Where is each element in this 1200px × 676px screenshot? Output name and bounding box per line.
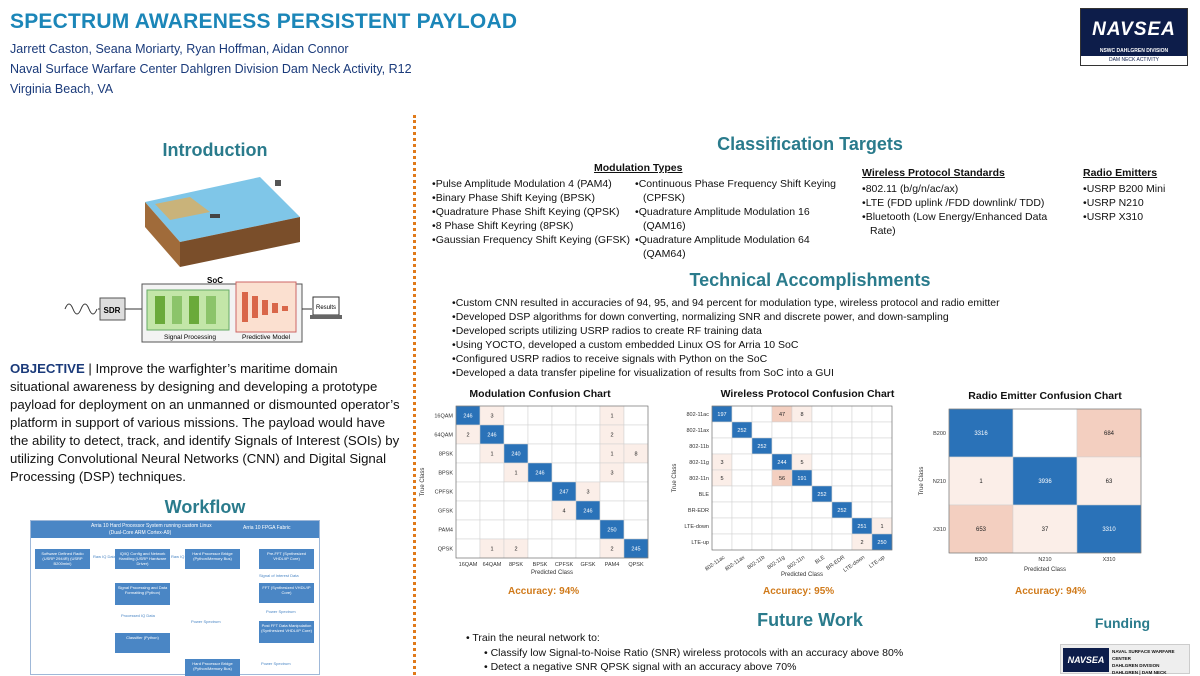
cell-value: 2 — [610, 546, 614, 553]
funding-line: DAHLGREN | DAM NECK — [1112, 670, 1167, 675]
matrix-cell — [480, 463, 504, 482]
soc-label: SoC — [207, 276, 223, 285]
col-tick-label: QPSK — [628, 562, 644, 568]
col-tick-label: 802-11ax — [724, 554, 747, 573]
predictive-model-label: Predictive Model — [242, 334, 291, 341]
row-tick-label: 802-11n — [689, 476, 709, 482]
radio-confusion-chart — [915, 405, 1155, 577]
workflow-box: Pre-FFT (Synthesized VHDL/IP Core) — [259, 549, 314, 569]
modulation-confusion-chart — [418, 402, 650, 580]
matrix-cell — [812, 470, 832, 486]
row-tick-label: B200 — [933, 431, 946, 437]
matrix-cell — [772, 518, 792, 534]
cell-value: 246 — [583, 508, 593, 515]
cell-value: 37 — [1041, 527, 1049, 533]
cell-value: 246 — [487, 432, 497, 439]
matrix-cell — [832, 422, 852, 438]
cell-value: 1 — [979, 479, 983, 485]
col-tick-label: 802-11b — [746, 554, 767, 571]
col-tick-label: 16QAM — [458, 562, 478, 568]
matrix-cell — [832, 470, 852, 486]
matrix-cell — [712, 502, 732, 518]
cell-value: 2 — [514, 546, 518, 553]
row-tick-label: 802-11ac — [686, 412, 709, 418]
matrix-cell — [624, 520, 648, 539]
workflow-label: Raw IQ Data — [171, 554, 194, 559]
matrix-cell — [732, 518, 752, 534]
cell-value: 252 — [817, 491, 827, 498]
cell-value: 56 — [778, 475, 786, 482]
workflow-label: Signal of Interest Data — [259, 573, 299, 578]
cell-value: 1 — [610, 413, 614, 420]
modulation-item: • Pulse Amplitude Modulation 4 (PAM4) — [432, 177, 632, 191]
future-item: • Classify low Signal-to-Noise Ratio (SNR) wireless protocols with an accuracy above 80% — [484, 646, 904, 659]
objective-text: | Improve the warfighter’s maritime domain situational awareness by designing and developing a prototype payload for deployment on an unmanned or dismounted operator’s platform in support of various missions. The payload would have the ability to detect, track, and identify Signals of Interest (SOIs) by utilizing Convolutional Neural Networks (CNN) and Digital Signal Processing (DSP) techniques. — [10, 361, 400, 484]
classification-heading: Classification Targets — [717, 134, 903, 154]
matrix-cell — [812, 502, 832, 518]
matrix-cell — [872, 454, 892, 470]
sdr-label: SDR — [103, 306, 121, 315]
matrix-cell — [712, 422, 732, 438]
matrix-cell — [772, 486, 792, 502]
col-tick-label: 64QAM — [482, 562, 502, 568]
matrix-cell — [772, 422, 792, 438]
matrix-cell — [772, 534, 792, 550]
workflow-label: Power Spectrum — [261, 661, 291, 666]
modulation-list-right — [635, 177, 845, 261]
workflow-box: Hard Processor Bridge (Python/Memory Bus) — [185, 549, 240, 569]
matrix-cell — [732, 470, 752, 486]
matrix-cell — [752, 470, 772, 486]
matrix-cell — [528, 406, 552, 425]
technical-item: • Developed scripts utilizing USRP radios to create RF training data — [452, 324, 1172, 338]
matrix-cell — [600, 501, 624, 520]
row-tick-label: GFSK — [438, 508, 453, 515]
workflow-box: Post FFT Data Manipulation (Synthesized VHDL/IP Core) — [259, 621, 314, 643]
workflow-header-right: Arria 10 FPGA Fabric — [243, 525, 291, 531]
cell-value: 684 — [1103, 431, 1115, 437]
cell-value: 1 — [490, 546, 494, 553]
matrix-cell — [504, 520, 528, 539]
cell-value: 245 — [631, 546, 641, 553]
radio-list — [1083, 182, 1193, 224]
radio-item: • USRP N210 — [1083, 196, 1193, 210]
matrix-cell — [480, 501, 504, 520]
future-items — [466, 646, 903, 675]
funding-heading: Funding — [1094, 615, 1151, 631]
row-tick-label: 802-11b — [689, 444, 709, 450]
modulation-item: • 8 Phase Shift Keyring (8PSK) — [432, 219, 632, 233]
col-tick-label: GFSK — [580, 562, 596, 568]
row-tick-label: 64QAM — [434, 432, 453, 439]
matrix-cell — [852, 470, 872, 486]
matrix-cell — [832, 406, 852, 422]
modulation-list-left — [432, 177, 632, 247]
wireless-list — [862, 182, 1067, 238]
cell-value: 252 — [837, 507, 847, 514]
matrix-cell — [712, 534, 732, 550]
matrix-cell — [832, 534, 852, 550]
workflow-header-left2: (Dual-Core ARM Cortex-A9) — [109, 530, 172, 536]
workflow-label: Raw IQ Data — [93, 554, 116, 559]
matrix-cell — [552, 406, 576, 425]
matrix-cell — [812, 454, 832, 470]
matrix-cell — [528, 539, 552, 558]
col-tick-label: LTE-up — [868, 554, 887, 570]
row-tick-label: N210 — [932, 479, 946, 485]
matrix-cell — [872, 406, 892, 422]
cell-value: 2 — [610, 432, 614, 439]
matrix-cell — [456, 482, 480, 501]
workflow-box: FFT (Synthesized VHDL/IP Core) — [259, 583, 314, 603]
matrix-cell — [792, 422, 812, 438]
wireless-item: • 802.11 (b/g/n/ac/ax) — [862, 182, 1067, 196]
funding-lines — [1112, 648, 1189, 676]
matrix-cell — [712, 486, 732, 502]
location: Virginia Beach, VA — [10, 82, 114, 96]
col-tick-label: BLE — [814, 554, 827, 566]
matrix-cell — [752, 486, 772, 502]
poster-title: SPECTRUM AWARENESS PERSISTENT PAYLOAD — [10, 10, 518, 33]
cell-value: 244 — [777, 459, 787, 466]
workflow-box: Software Defined Radio (USRP 2944R) (USRP B200mini) — [35, 549, 90, 569]
matrix-cell — [772, 438, 792, 454]
matrix-cell — [504, 482, 528, 501]
matrix-cell — [504, 406, 528, 425]
cell-value: 1 — [514, 470, 518, 477]
col-tick-label: BPSK — [532, 562, 548, 568]
matrix-cell — [812, 518, 832, 534]
cell-value: 47 — [778, 411, 786, 418]
col-tick-label: 802-11g — [766, 554, 787, 571]
technical-item: • Developed a data transfer pipeline for visualization of results from SoC into a GUI — [452, 366, 1172, 380]
workflow-box: IQ/IQ Config and Network Handling (USRP Hardware Driver) — [115, 549, 170, 569]
funding-logo — [1060, 644, 1190, 674]
matrix-cell — [576, 425, 600, 444]
matrix-cell — [812, 422, 832, 438]
matrix-cell — [792, 502, 812, 518]
cell-value: 3 — [490, 413, 494, 420]
technical-item: • Developed DSP algorithms for down converting, normalizing SNR and discrete power, and down-sampling — [452, 310, 1172, 324]
matrix-cell — [528, 520, 552, 539]
workflow-box: Hard Processor Bridge (Python/Memory Bus) — [185, 659, 240, 676]
affiliation: Naval Surface Warfare Center Dahlgren Division Dam Neck Activity, R12 — [10, 62, 412, 76]
col-tick-label: 8PSK — [508, 562, 524, 568]
matrix-cell — [732, 406, 752, 422]
chart2-accuracy: Accuracy: 95% — [763, 586, 835, 597]
cell-value: 1 — [490, 451, 494, 458]
objective-label: OBJECTIVE — [10, 361, 85, 376]
modulation-title: Modulation Types — [594, 162, 683, 174]
matrix-cell — [832, 518, 852, 534]
col-tick-label: BR-EDR — [825, 554, 847, 572]
wireless-item: • Bluetooth (Low Energy/Enhanced Data Rate) — [862, 210, 1067, 238]
row-tick-label: CPFSK — [434, 489, 453, 496]
matrix-cell — [712, 518, 732, 534]
matrix-cell — [752, 422, 772, 438]
cell-value: 653 — [975, 527, 987, 533]
column-divider — [413, 115, 416, 675]
cell-value: 8 — [800, 411, 804, 418]
workflow-header-left: Arria 10 Hard Processor System running custom Linux — [91, 523, 212, 529]
cell-value: 3316 — [974, 431, 988, 437]
matrix-cell — [832, 438, 852, 454]
row-tick-label: LTE-down — [684, 524, 709, 530]
ocean-scene-image — [145, 177, 300, 267]
workflow-box: Classifier (Python) — [115, 633, 170, 653]
matrix-cell — [456, 539, 480, 558]
technical-item: • Custom CNN resulted in accuracies of 94, 95, and 94 percent for modulation type, wireless protocol and radio emitter — [452, 296, 1172, 310]
x-axis-label: Predicted Class — [530, 570, 574, 576]
matrix-cell — [792, 518, 812, 534]
matrix-cell — [752, 534, 772, 550]
row-tick-label: BR-EDR — [687, 508, 709, 514]
matrix-cell — [792, 438, 812, 454]
cell-value: 240 — [511, 451, 521, 458]
matrix-cell — [456, 520, 480, 539]
cell-value: 2 — [466, 432, 470, 439]
matrix-cell — [812, 438, 832, 454]
matrix-cell — [552, 444, 576, 463]
cell-value: 246 — [535, 470, 545, 477]
workflow-label: Processed IQ Data — [121, 613, 155, 618]
modulation-item: • Quadrature Amplitude Modulation 16 (QAM16) — [635, 205, 845, 233]
modulation-item: • Continuous Phase Frequency Shift Keying (CPFSK) — [635, 177, 845, 205]
matrix-cell — [624, 463, 648, 482]
modulation-item: • Binary Phase Shift Keying (BPSK) — [432, 191, 632, 205]
matrix-cell — [576, 539, 600, 558]
matrix-cell — [872, 470, 892, 486]
chart2-title: Wireless Protocol Confusion Chart — [720, 388, 895, 400]
intro-diagram — [60, 172, 350, 347]
cell-value: 1 — [610, 451, 614, 458]
matrix-cell — [712, 438, 732, 454]
row-tick-label: PAM4 — [438, 527, 453, 534]
matrix-cell — [624, 482, 648, 501]
matrix-cell — [852, 454, 872, 470]
authors: Jarrett Caston, Seana Moriarty, Ryan Hoffman, Aidan Connor — [10, 42, 349, 56]
wireless-title: Wireless Protocol Standards — [862, 167, 1005, 179]
modulation-item: • Quadrature Phase Shift Keying (QPSK) — [432, 205, 632, 219]
matrix-cell — [732, 534, 752, 550]
matrix-cell — [528, 501, 552, 520]
technical-list — [452, 296, 1172, 380]
wireless-confusion-chart — [668, 402, 900, 580]
cell-value: 3 — [720, 459, 724, 466]
y-axis-label: True Class — [672, 463, 678, 493]
row-tick-label: 8PSK — [438, 451, 453, 458]
matrix-cell — [752, 406, 772, 422]
results-label: Results — [315, 305, 337, 311]
matrix-cell — [732, 502, 752, 518]
workflow-box: Signal Processing and Data Formatting (Python) — [115, 583, 170, 605]
matrix-cell — [872, 422, 892, 438]
funding-line: NAVAL SURFACE WARFARE CENTER — [1112, 649, 1175, 661]
cell-value: 250 — [607, 527, 617, 534]
matrix-cell — [552, 539, 576, 558]
matrix-cell — [832, 486, 852, 502]
col-tick-label: LTE-down — [842, 554, 867, 574]
matrix-cell — [576, 463, 600, 482]
future-heading: Future Work — [757, 610, 863, 630]
col-tick-label: 802-11ac — [704, 554, 727, 573]
matrix-cell — [600, 482, 624, 501]
col-tick-label: X310 — [1102, 557, 1116, 563]
matrix-cell — [872, 438, 892, 454]
cell-value: 3310 — [1102, 527, 1116, 533]
matrix-cell — [456, 444, 480, 463]
cell-value: 3 — [586, 489, 590, 496]
cell-value: 252 — [737, 427, 747, 434]
matrix-cell — [792, 534, 812, 550]
matrix-cell — [832, 454, 852, 470]
radio-title: Radio Emitters — [1083, 167, 1158, 179]
cell-value: 3936 — [1038, 479, 1052, 485]
matrix-cell — [872, 502, 892, 518]
matrix-cell — [624, 406, 648, 425]
matrix-cell — [480, 482, 504, 501]
matrix-cell — [792, 486, 812, 502]
matrix-cell — [812, 534, 832, 550]
matrix-cell — [552, 463, 576, 482]
matrix-cell — [1013, 409, 1077, 457]
cell-value: 5 — [720, 475, 724, 482]
matrix-cell — [852, 502, 872, 518]
modulation-item: • Quadrature Amplitude Modulation 64 (QAM64) — [635, 233, 845, 261]
wireless-item: • LTE (FDD uplink /FDD downlink/ TDD) — [862, 196, 1067, 210]
workflow-diagram — [30, 520, 320, 675]
row-tick-label: QPSK — [437, 546, 453, 553]
technical-heading: Technical Accomplishments — [689, 270, 931, 290]
funding-line: DAHLGREN DIVISION — [1112, 663, 1160, 668]
matrix-cell — [852, 438, 872, 454]
matrix-cell — [752, 454, 772, 470]
technical-item: • Configured USRP radios to receive signals with Python on the SoC — [452, 352, 1172, 366]
row-tick-label: LTE-up — [691, 540, 709, 546]
signal-processing-label: Signal Processing — [164, 334, 217, 341]
cell-value: 1 — [880, 523, 884, 530]
logo-sub: NSWC DAHLGREN DIVISION — [1099, 48, 1169, 54]
cell-value: 5 — [800, 459, 804, 466]
cell-value: 63 — [1105, 479, 1113, 485]
matrix-cell — [852, 406, 872, 422]
cell-value: 4 — [562, 508, 566, 515]
logo-word: NAVSEA — [1092, 19, 1176, 40]
chart3-title: Radio Emitter Confusion Chart — [968, 390, 1122, 402]
matrix-cell — [624, 425, 648, 444]
cell-value: 250 — [877, 539, 887, 546]
row-tick-label: BPSK — [438, 470, 453, 477]
matrix-cell — [732, 454, 752, 470]
matrix-cell — [552, 425, 576, 444]
cell-value: 251 — [857, 523, 867, 530]
intro-heading: Introduction — [162, 140, 268, 160]
row-tick-label: BLE — [698, 492, 709, 498]
matrix-cell — [772, 502, 792, 518]
col-tick-label: PAM4 — [604, 562, 620, 568]
future-lead: • Train the neural network to: — [466, 632, 600, 644]
matrix-cell — [732, 486, 752, 502]
matrix-cell — [624, 501, 648, 520]
row-tick-label: 802-11ax — [686, 428, 709, 434]
cell-value: 8 — [634, 451, 638, 458]
matrix-cell — [528, 482, 552, 501]
chart3-accuracy: Accuracy: 94% — [1015, 586, 1087, 597]
matrix-cell — [752, 518, 772, 534]
matrix-cell — [576, 406, 600, 425]
x-axis-label: Predicted Class — [1023, 567, 1067, 573]
chart1-title: Modulation Confusion Chart — [469, 388, 611, 400]
workflow-label: Power Spectrum — [266, 609, 296, 614]
logo-sub2: DAM NECK ACTIVITY — [1081, 56, 1187, 65]
radio-item: • USRP B200 Mini — [1083, 182, 1193, 196]
future-lead-text: Train the neural network to: — [472, 632, 600, 644]
col-tick-label: B200 — [974, 557, 988, 563]
col-tick-label: CPFSK — [554, 562, 574, 568]
matrix-cell — [852, 422, 872, 438]
chart1-accuracy: Accuracy: 94% — [508, 586, 580, 597]
cell-value: 246 — [463, 413, 473, 420]
matrix-cell — [552, 520, 576, 539]
radio-item: • USRP X310 — [1083, 210, 1193, 224]
matrix-cell — [456, 501, 480, 520]
matrix-cell — [528, 444, 552, 463]
matrix-cell — [504, 501, 528, 520]
matrix-cell — [872, 486, 892, 502]
future-list — [466, 631, 903, 675]
cell-value: 191 — [797, 475, 807, 482]
funding-logo-word: NAVSEA — [1063, 648, 1109, 672]
row-tick-label: 802-11g — [689, 460, 709, 466]
row-tick-label: X310 — [933, 527, 946, 533]
objective-paragraph — [10, 360, 400, 486]
matrix-cell — [576, 444, 600, 463]
cell-value: 197 — [717, 411, 727, 418]
matrix-cell — [576, 520, 600, 539]
future-item: • Detect a negative SNR QPSK signal with an accuracy above 70% — [484, 661, 797, 673]
matrix-cell — [528, 425, 552, 444]
matrix-cell — [852, 486, 872, 502]
matrix-cell — [456, 463, 480, 482]
workflow-label: Power Spectrum — [191, 619, 221, 624]
matrix-cell — [752, 502, 772, 518]
technical-item: • Using YOCTO, developed a custom embedded Linux OS for Arria 10 SoC — [452, 338, 1172, 352]
matrix-cell — [732, 438, 752, 454]
navsea-logo — [1080, 8, 1188, 66]
modulation-item: • Gaussian Frequency Shift Keying (GFSK) — [432, 233, 632, 247]
cell-value: 3 — [610, 470, 614, 477]
cell-value: 252 — [757, 443, 767, 450]
workflow-heading: Workflow — [164, 497, 246, 517]
col-tick-label: 802-11n — [786, 554, 807, 571]
cell-value: 247 — [559, 489, 569, 496]
matrix-cell — [812, 406, 832, 422]
y-axis-label: True Class — [420, 467, 426, 497]
y-axis-label: True Class — [919, 466, 925, 496]
row-tick-label: 16QAM — [434, 413, 453, 420]
cell-value: 2 — [860, 539, 864, 546]
x-axis-label: Predicted Class — [780, 572, 824, 578]
matrix-cell — [504, 425, 528, 444]
col-tick-label: N210 — [1038, 557, 1052, 563]
matrix-cell — [480, 520, 504, 539]
signal-wave-icon — [65, 304, 97, 314]
